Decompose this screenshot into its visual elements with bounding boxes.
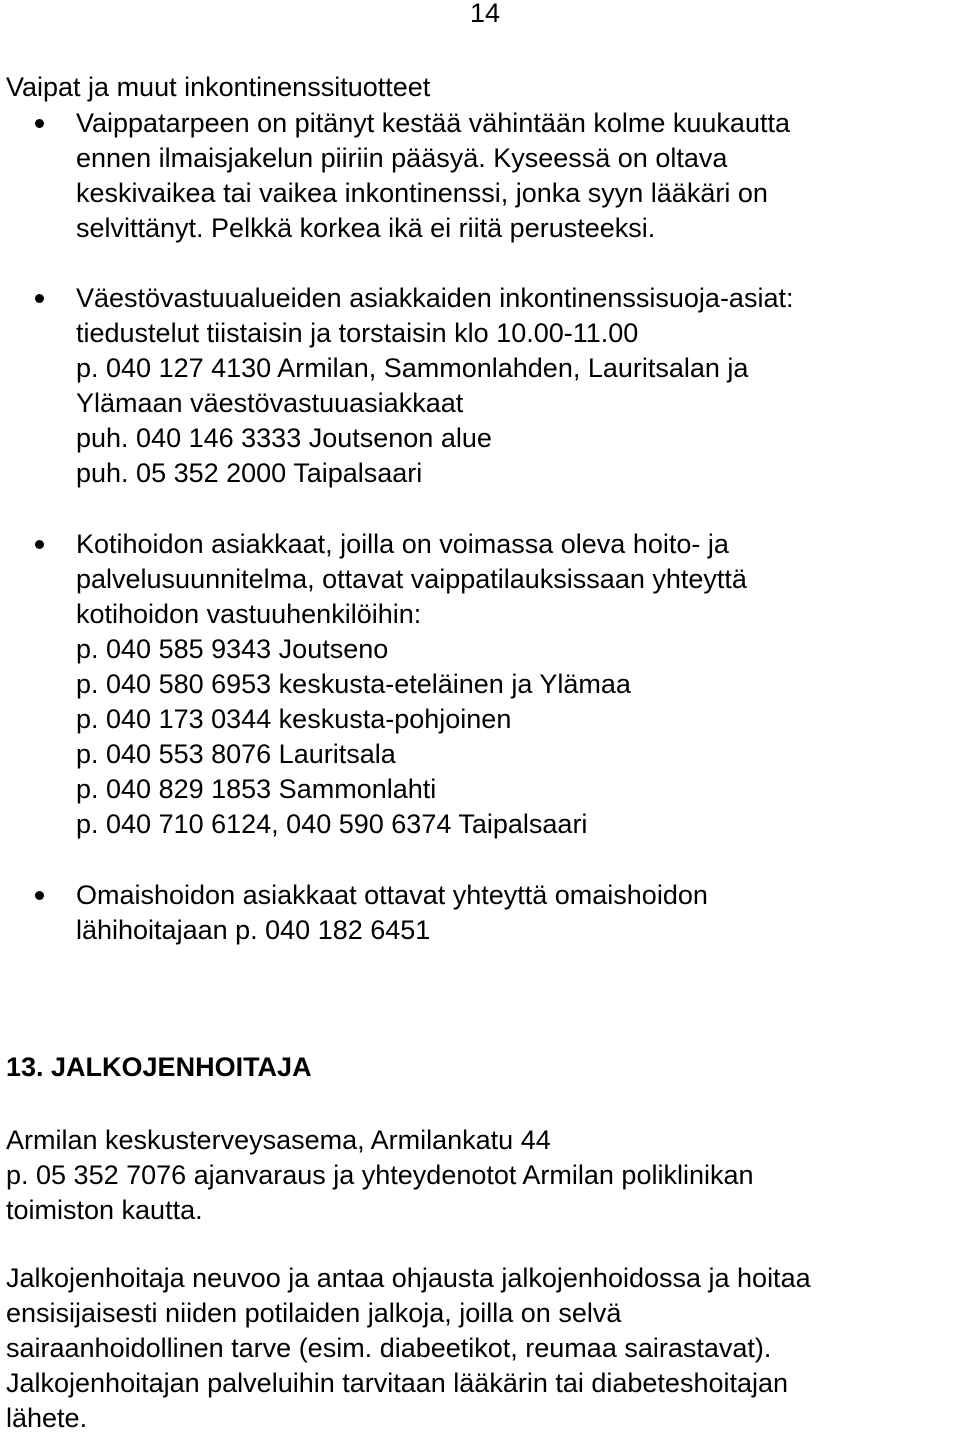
bullet-text-line: keskivaikea tai vaikea inkontinenssi, jonka syyn lääkäri on: [76, 178, 768, 208]
paragraph-line: ensisijaisesti niiden potilaiden jalkoja, joilla on selvä: [6, 1298, 622, 1328]
bullet-text-line: p. 040 173 0344 keskusta-pohjoinen: [76, 704, 512, 734]
bullet-text-line: tiedustelut tiistaisin ja torstaisin klo 10.00-11.00: [76, 318, 639, 348]
paragraph-line: p. 05 352 7076 ajanvaraus ja yhteydenotot Armilan poliklinikan: [6, 1160, 754, 1190]
bullet-text-line: p. 040 553 8076 Lauritsala: [76, 739, 396, 769]
bullet-text-line: selvittänyt. Pelkkä korkea ikä ei riitä perusteeksi.: [76, 213, 656, 243]
page-number: 14: [470, 0, 501, 28]
bullet-list: [0, 106, 960, 948]
bullet-text-line: p. 040 127 4130 Armilan, Sammonlahden, Lauritsalan ja: [76, 353, 749, 383]
paragraph-line: Jalkojenhoitaja neuvoo ja antaa ohjausta jalkojenhoidossa ja hoitaa: [6, 1263, 811, 1293]
paragraph-line: lähete.: [6, 1403, 88, 1433]
bullet-dot-icon: [35, 294, 44, 303]
bullet-text-line: kotihoidon vastuuhenkilöihin:: [76, 599, 422, 629]
bullet-item-family-care: [0, 878, 936, 948]
bullet-dot-icon: [35, 891, 44, 900]
paragraph-line: Jalkojenhoitajan palveluihin tarvitaan lääkärin tai diabeteshoitajan: [6, 1368, 789, 1398]
paragraph-line: toimiston kautta.: [6, 1195, 203, 1225]
foot-care-description-paragraph: [6, 1261, 960, 1436]
bullet-dot-icon: [35, 119, 44, 128]
bullet-text-line: lähihoitajaan p. 040 182 6451: [76, 915, 431, 945]
bullet-text-line: ennen ilmaisjakelun piiriin pääsyä. Kyseessä on oltava: [76, 143, 728, 173]
paragraph-line: sairaanhoidollinen tarve (esim. diabeetikot, reumaa sairastavat).: [6, 1333, 772, 1363]
incontinence-products-heading: Vaipat ja muut inkontinenssituotteet: [6, 72, 431, 102]
bullet-text-line: palvelusuunnitelma, ottavat vaippatilauksissaan yhteyttä: [76, 564, 747, 594]
bullet-text-line: p. 040 829 1853 Sammonlahti: [76, 774, 437, 804]
bullet-text-line: p. 040 710 6124, 040 590 6374 Taipalsaari: [76, 809, 588, 839]
bullet-dot-icon: [35, 540, 44, 549]
bullet-text-line: Omaishoidon asiakkaat ottavat yhteyttä omaishoidon: [76, 880, 708, 910]
bullet-item-diaper-eligibility: [0, 106, 936, 246]
bullet-text-line: p. 040 585 9343 Joutseno: [76, 634, 389, 664]
bullet-text-line: puh. 040 146 3333 Joutsenon alue: [76, 423, 492, 453]
section-heading-foot-care: 13. JALKOJENHOITAJA: [6, 1052, 312, 1082]
bullet-item-home-care: [0, 527, 936, 842]
paragraph-line: Armilan keskusterveysasema, Armilankatu 44: [6, 1125, 551, 1155]
foot-care-contact-paragraph: [6, 1123, 960, 1228]
bullet-text-line: puh. 05 352 2000 Taipalsaari: [76, 458, 423, 488]
bullet-text-line: Kotihoidon asiakkaat, joilla on voimassa oleva hoito- ja: [76, 529, 729, 559]
bullet-text-line: p. 040 580 6953 keskusta-eteläinen ja Ylämaa: [76, 669, 631, 699]
bullet-text-line: Ylämaan väestövastuuasiakkaat: [76, 388, 464, 418]
bullet-item-population-areas: [0, 281, 936, 491]
bullet-text-line: Vaippatarpeen on pitänyt kestää vähintään kolme kuukautta: [76, 108, 790, 138]
bullet-text-line: Väestövastuualueiden asiakkaiden inkontinenssisuoja-asiat:: [76, 283, 794, 313]
